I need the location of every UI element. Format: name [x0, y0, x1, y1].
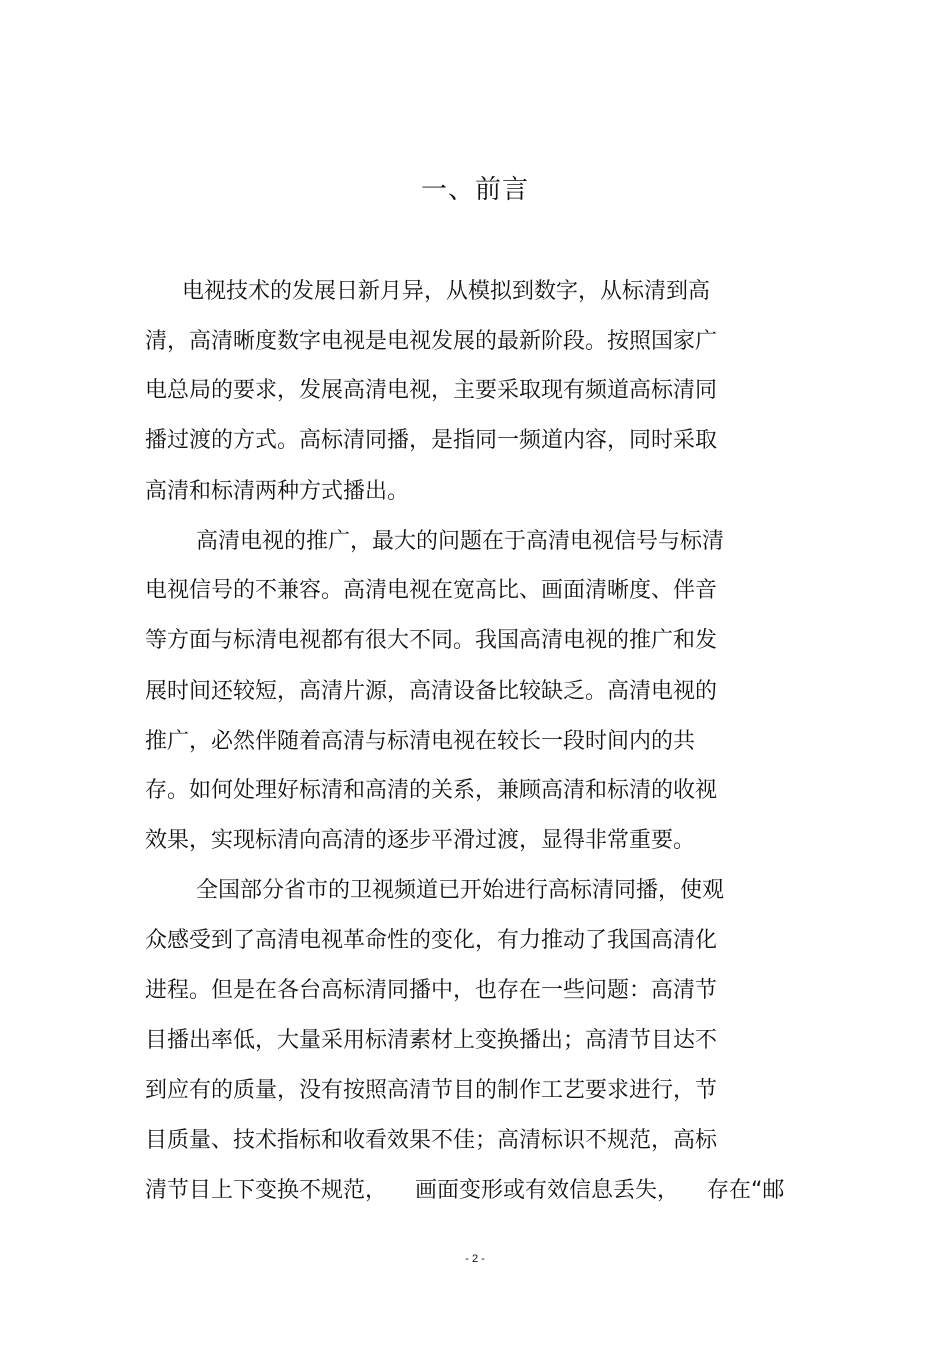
paragraph-line: 电视信号的不兼容。高清电视在宽高比、画面清晰度、伴音 [145, 578, 718, 603]
paragraph-line: 高清电视的推广，最大的问题在于高清电视信号与标清 [196, 529, 725, 554]
page-number: - 2 - [465, 1253, 485, 1265]
paragraph-line: 推广，必然伴随着高清与标清电视在较长一段时间内的共 [145, 729, 696, 754]
paragraph-line: 高清和标清两种方式播出。 [145, 479, 410, 504]
paragraph-line: 众感受到了高清电视革命性的变化，有力推动了我国高清化 [145, 928, 718, 953]
paragraph-line: 清节目上下变换不规范， 画面变形或有效信息丢失， 存在“邮 [145, 1178, 785, 1203]
paragraph-line: 等方面与标清电视都有很大不同。我国高清电视的推广和发 [145, 628, 718, 653]
paragraph-line: 进程。但是在各台高标清同播中，也存在一些问题：高清节 [145, 978, 718, 1003]
paragraph-line: 电总局的要求，发展高清电视，主要采取现有频道高标清同 [145, 378, 718, 403]
paragraph-line: 电视技术的发展日新月异，从模拟到数字，从标清到高 [182, 279, 711, 304]
paragraph-line: 全国部分省市的卫视频道已开始进行高标清同播，使观 [196, 878, 725, 903]
section-title: 一、前言 [420, 175, 529, 205]
paragraph-line: 展时间还较短，高清片源，高清设备比较缺乏。高清电视的 [145, 679, 718, 704]
paragraph-line: 播过渡的方式。高标清同播，是指同一频道内容，同时采取 [145, 428, 718, 453]
paragraph-line: 清，高清晰度数字电视是电视发展的最新阶段。按照国家广 [145, 329, 718, 354]
paragraph-line: 效果，实现标清向高清的逐步平滑过渡，显得非常重要。 [145, 828, 696, 853]
paragraph-line: 到应有的质量，没有按照高清节目的制作工艺要求进行，节 [145, 1078, 718, 1103]
paragraph-line: 存。如何处理好标清和高清的关系，兼顾高清和标清的收视 [145, 778, 718, 803]
paragraph-line: 目质量、技术指标和收看效果不佳；高清标识不规范，高标 [145, 1128, 718, 1153]
paragraph-line: 目播出率低，大量采用标清素材上变换播出；高清节目达不 [145, 1028, 718, 1053]
